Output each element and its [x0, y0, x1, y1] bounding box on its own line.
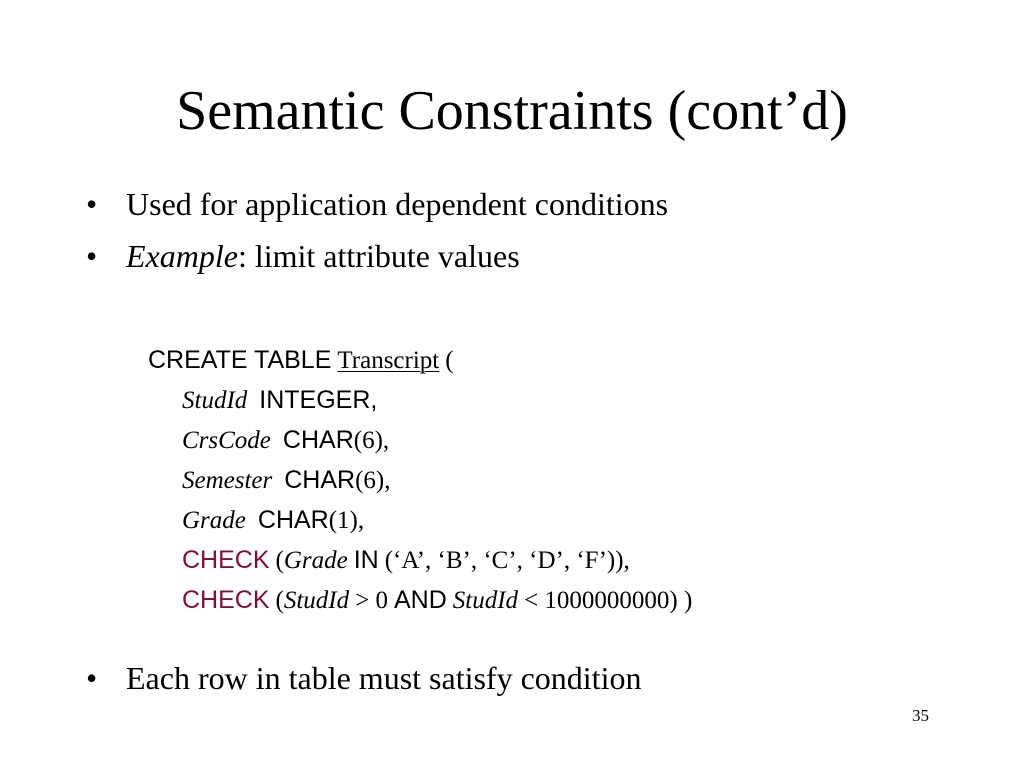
bullet-text: Used for application dependent conditions	[126, 186, 669, 222]
open-paren: (	[275, 547, 284, 574]
column-type: CHAR	[284, 466, 356, 494]
code-line-check-studid	[148, 580, 948, 620]
column-name: Grade	[283, 547, 348, 574]
slide-number: 35	[912, 706, 929, 725]
column-name: StudId	[182, 387, 248, 414]
code-line-create-table	[148, 340, 948, 380]
column-name: Semester	[182, 467, 273, 494]
table-name-link[interactable]: Transcript	[337, 347, 440, 374]
bullet-marker: •	[86, 186, 98, 222]
sql-keyword-check: CHECK	[182, 546, 270, 574]
comparison-gt: > 0	[355, 587, 388, 614]
code-line-check-grade	[148, 540, 948, 580]
bullet-text: Each row in table must satisfy condition	[126, 660, 642, 696]
column-name: CrsCode	[182, 427, 271, 454]
sql-keyword-and: AND	[393, 586, 447, 614]
value-list: (‘A’, ‘B’, ‘C’, ‘D’, ‘F’)),	[384, 547, 630, 574]
bullet-marker: •	[86, 238, 98, 274]
comparison-lt: < 1000000000) )	[524, 587, 693, 614]
code-line-crscode	[148, 420, 948, 460]
bullet-emphasis: Example	[126, 238, 238, 274]
bullet-item-1	[86, 178, 966, 230]
bullet-text: : limit attribute values	[237, 238, 520, 274]
bullet-list	[86, 178, 966, 282]
code-line-grade	[148, 500, 948, 540]
slide-title: Semantic Constraints (cont’d)	[176, 80, 848, 142]
bullet-marker: •	[86, 660, 98, 696]
column-type: CHAR	[257, 506, 329, 534]
bullet-item-3	[86, 652, 641, 704]
code-line-studid	[148, 380, 948, 420]
column-name: StudId	[283, 587, 350, 614]
column-size: (1),	[328, 507, 365, 534]
column-size: (6),	[355, 467, 391, 494]
bullet-item-2	[86, 230, 966, 282]
sql-keyword-create-table: CREATE TABLE	[148, 346, 332, 374]
column-name: StudId	[452, 587, 519, 614]
column-name: Grade	[182, 507, 246, 534]
column-size: (6),	[353, 427, 390, 454]
code-line-semester	[148, 460, 948, 500]
column-type: CHAR	[282, 426, 354, 454]
column-type: INTEGER,	[259, 386, 378, 414]
open-paren: (	[445, 347, 454, 374]
sql-keyword-check: CHECK	[182, 586, 270, 614]
open-paren: (	[275, 587, 284, 614]
sql-keyword-in: IN	[353, 546, 379, 574]
sql-code-block	[148, 340, 948, 620]
